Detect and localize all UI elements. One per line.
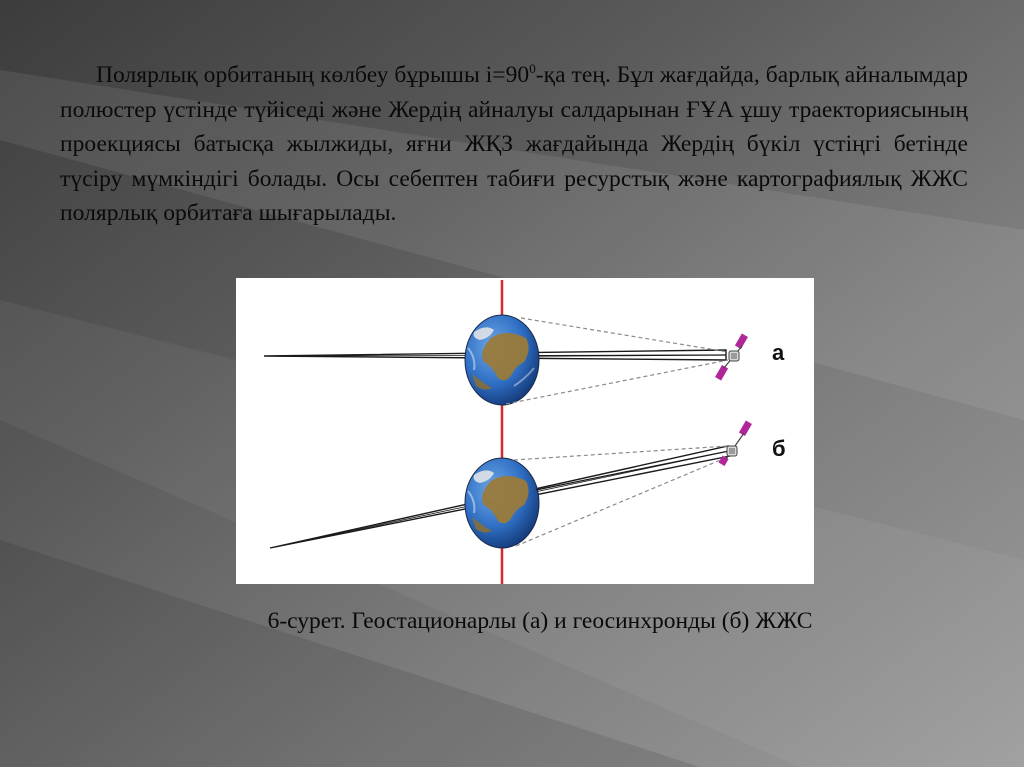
diagram-b <box>270 420 786 584</box>
view-cone-bottom-a <box>506 360 728 404</box>
view-cone-top-a <box>521 318 728 352</box>
earth-a <box>465 315 539 405</box>
label-b: б <box>772 436 786 461</box>
degree-superscript: 0 <box>529 61 536 76</box>
paragraph-part-2: -қа тең. Бұл жағдайда, барлық айналымдар полюстер үстінде түйіседі және Жердің айналуы салдарынан ҒҰА ұшу траекториясының проекциясы батысқа жылжиды, яғни ЖҚЗ жағдайында Жердің бүкіл үстіңгі бетінде түсіру мүмкіндігі болады. Осы себептен табиғи ресурстық және картографиялық ЖЖС полярлық орбитаға шығарылады. <box>60 62 968 226</box>
earth-b <box>465 458 539 548</box>
paragraph-part-1: Полярлық орбитаның көлбеу бұрышы i=90 <box>96 62 530 88</box>
figure-caption: 6-сурет. Геостационарлы (а) и геосинхронды (б) ЖЖС <box>267 608 813 634</box>
satellite-b <box>719 420 752 466</box>
body-paragraph <box>60 58 968 231</box>
label-a: а <box>772 340 785 365</box>
orbit-figure <box>236 278 814 584</box>
diagram-a <box>264 280 785 428</box>
